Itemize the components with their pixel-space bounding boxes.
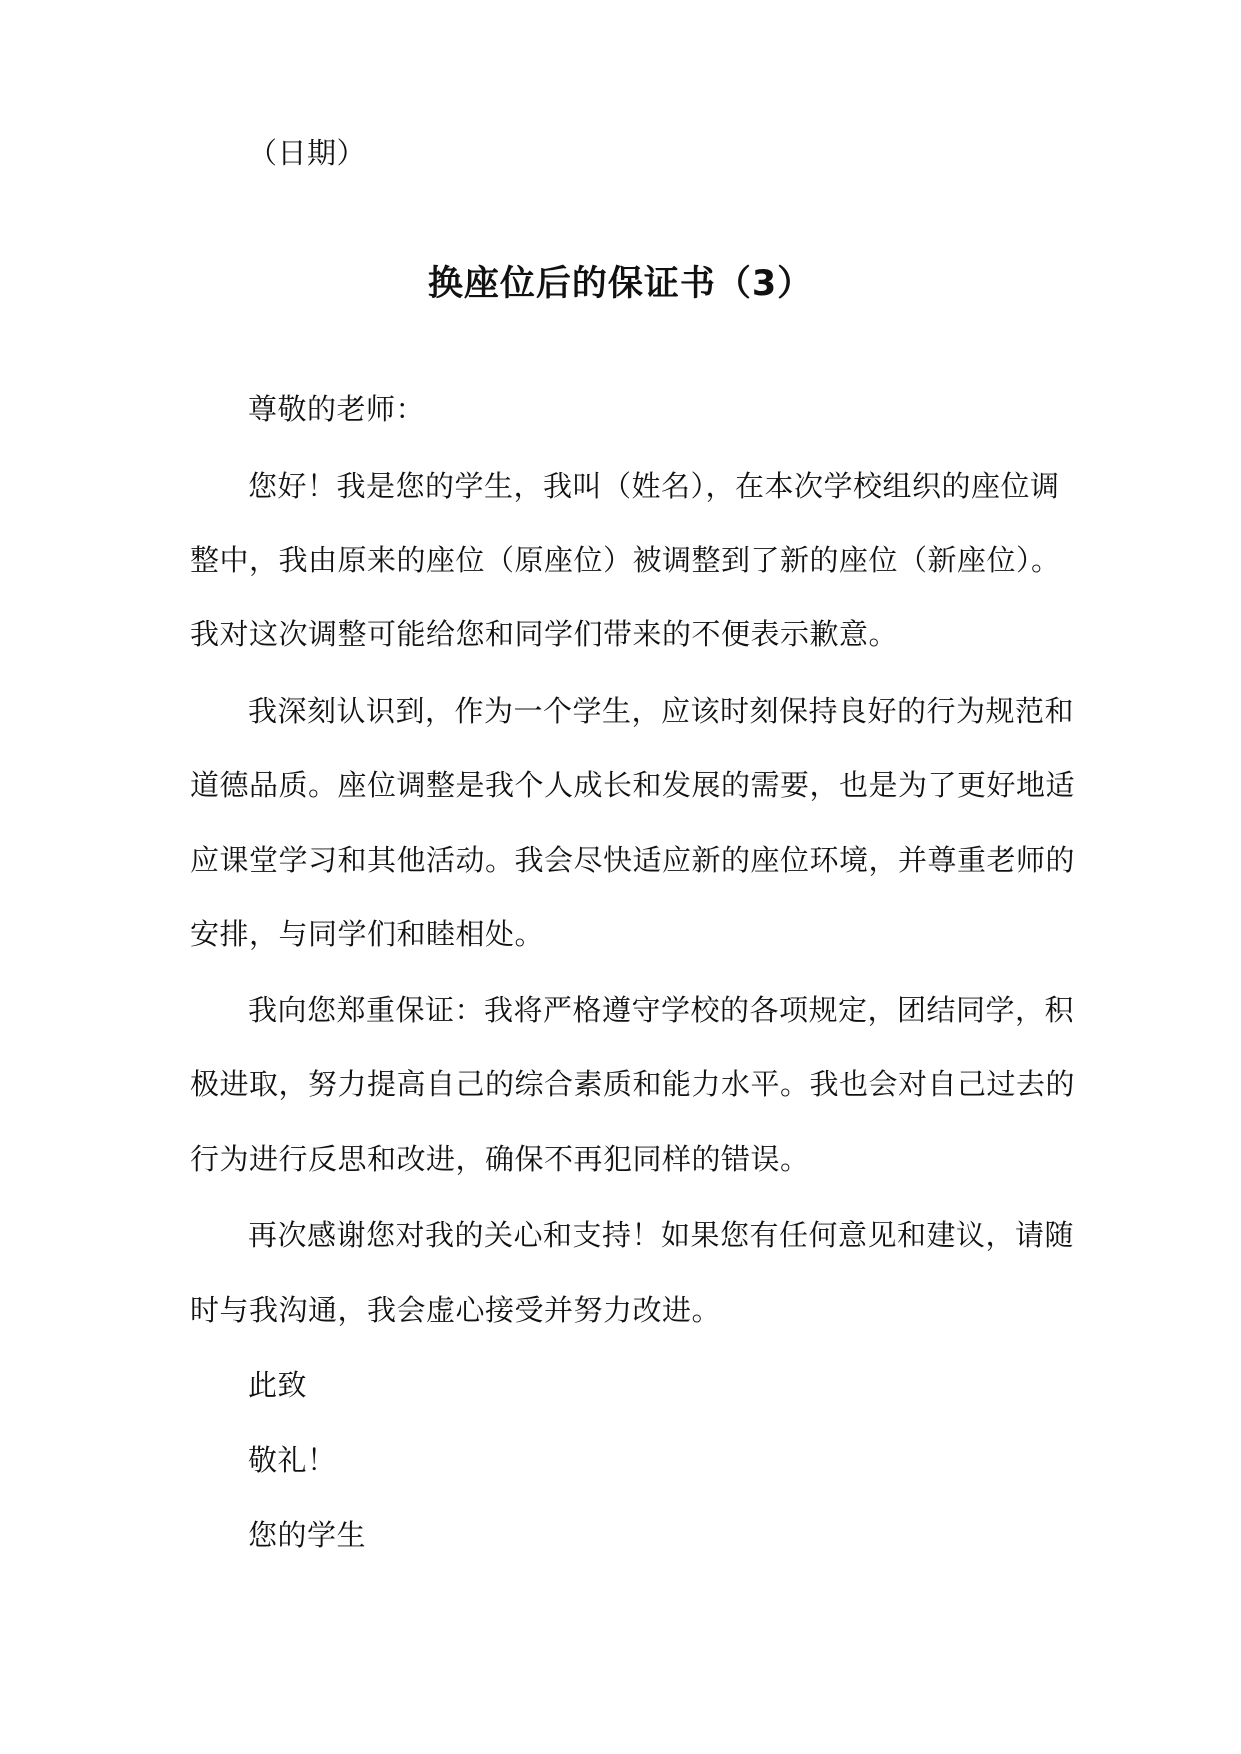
paragraph-3-line-3: 行为进行反思和改进，确保不再犯同样的错误。 bbox=[190, 1142, 810, 1176]
paragraph-2-line-4: 安排，与同学们和睦相处。 bbox=[190, 917, 545, 951]
paragraph-4-line-1: 再次感谢您对我的关心和支持！如果您有任何意见和建议，请随 bbox=[248, 1218, 1075, 1252]
paragraph-3-line-2: 极进取，努力提高自己的综合素质和能力水平。我也会对自己过去的 bbox=[190, 1067, 1076, 1101]
paragraph-2-line-2: 道德品质。座位调整是我个人成长和发展的需要，也是为了更好地适 bbox=[190, 768, 1076, 802]
paragraph-3-line-1: 我向您郑重保证：我将严格遵守学校的各项规定，团结同学，积 bbox=[248, 993, 1075, 1027]
paragraph-1-line-2: 整中，我由原来的座位（原座位）被调整到了新的座位（新座位）。 bbox=[190, 543, 1061, 577]
paragraph-2-line-1: 我深刻认识到，作为一个学生，应该时刻保持良好的行为规范和 bbox=[248, 694, 1075, 728]
closing-greeting: 此致 bbox=[248, 1368, 308, 1402]
paragraph-1-line-3: 我对这次调整可能给您和同学们带来的不便表示歉意。 bbox=[190, 617, 899, 651]
date-placeholder: （日期） bbox=[248, 136, 367, 170]
closing-salute: 敬礼！ bbox=[248, 1443, 337, 1477]
paragraph-1-line-1: 您好！我是您的学生，我叫（姓名），在本次学校组织的座位调 bbox=[248, 469, 1060, 503]
paragraph-4-line-2: 时与我沟通，我会虚心接受并努力改进。 bbox=[190, 1293, 722, 1327]
signature-line: 您的学生 bbox=[248, 1518, 367, 1552]
paragraph-2-line-3: 应课堂学习和其他活动。我会尽快适应新的座位环境，并尊重老师的 bbox=[190, 843, 1076, 877]
salutation: 尊敬的老师： bbox=[248, 392, 426, 426]
document-title: 换座位后的保证书（3） bbox=[427, 264, 814, 304]
